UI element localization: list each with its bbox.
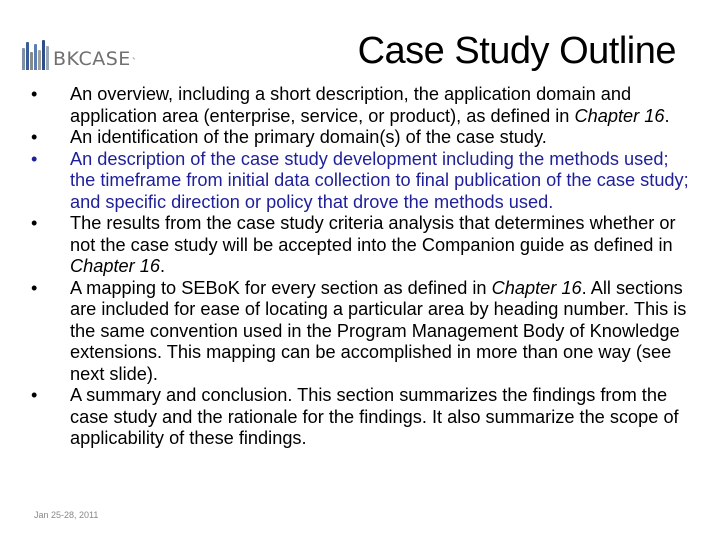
bullet-text: An identification of the primary domain(s) of the case study.: [70, 127, 547, 147]
book-spine: [34, 44, 37, 70]
book-spine: [22, 48, 25, 70]
book-spine: [38, 50, 41, 70]
books-icon: [22, 40, 50, 70]
bullet-marker: •: [31, 127, 38, 147]
bullet-marker: •: [31, 84, 38, 104]
bullet-item: [28, 385, 692, 450]
chapter-reference: Chapter 16: [70, 256, 160, 276]
bullet-text: . All sections are included for ease of locating a particular area by heading number. This is the same convention used in the Program Management Body of Knowledge extensions. This mapping can be accomplished in more than one way (see next slide).: [70, 277, 687, 384]
chapter-reference: Chapter 16: [574, 105, 665, 126]
bullet-marker: •: [31, 385, 38, 405]
bullet-item: [28, 84, 692, 127]
bullet-text: .: [664, 105, 670, 126]
bullet-item: [28, 149, 692, 214]
bullet-text: .: [160, 256, 166, 276]
book-spine: [42, 40, 45, 70]
bullet-item: [28, 278, 692, 386]
bullet-text: An description of the case study development including the methods used; the timeframe from initial data collection to final publication of the case study; and specific direction or policy that drove the methods used.: [70, 148, 689, 212]
slide-title: Case Study Outline: [357, 30, 676, 72]
bullet-item: [28, 213, 692, 278]
bullet-list: [28, 84, 692, 450]
book-spine: [46, 46, 49, 70]
bullet-item: [28, 127, 692, 149]
bkcase-logo: [22, 40, 136, 70]
bullet-marker: •: [31, 277, 38, 298]
bullet-text: A mapping to SEBoK for every section as defined in: [70, 277, 492, 298]
book-spine: [30, 52, 33, 70]
bullet-text: An overview, including a short description, the application domain and application area (enterprise, service, or product), as defined in: [70, 84, 632, 126]
bullet-marker: •: [31, 213, 38, 233]
chapter-reference: Chapter 16: [491, 277, 582, 298]
book-spine: [26, 42, 29, 70]
bullet-marker: •: [31, 148, 38, 169]
bullet-text: A summary and conclusion. This section summarizes the findings from the case study and the rationale for the findings. It also summarize the scope of applicability of these findings.: [70, 385, 679, 448]
slide-footer-date: Jan 25-28, 2011: [34, 510, 99, 520]
bullet-text: The results from the case study criteria analysis that determines whether or not the case study will be accepted into the Companion guide as defined in: [70, 213, 676, 255]
logo-text: BKCASE: [53, 48, 131, 70]
logo-mark: `: [131, 55, 137, 70]
